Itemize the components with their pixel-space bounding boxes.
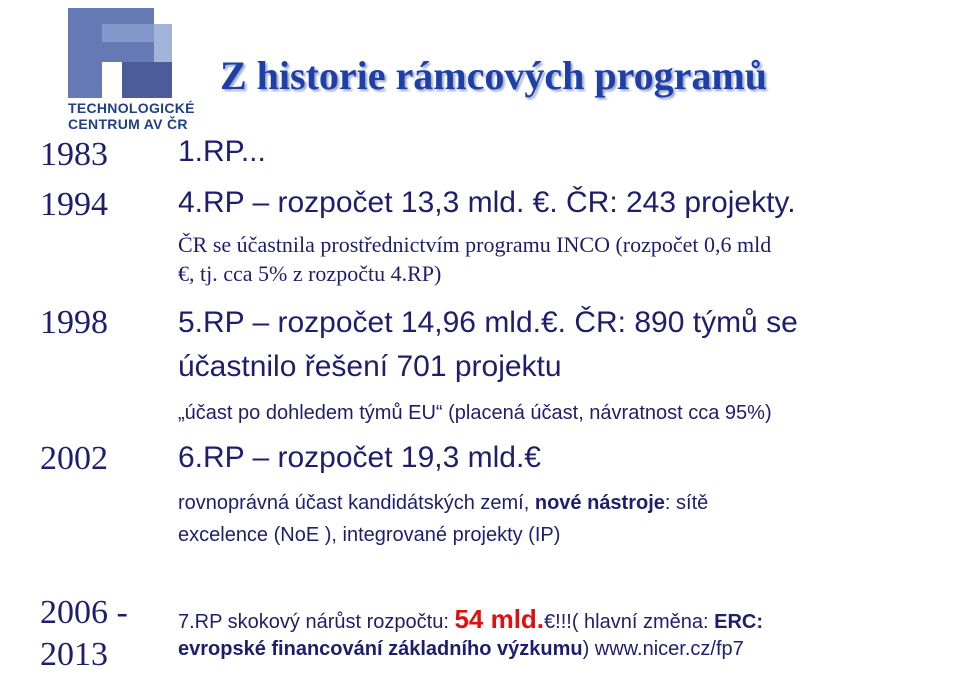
rp6-sub-2: excelence (NoE ), integrované projekty (IP) [178,524,561,546]
rp4-sub-2: €, tj. cca 5% z rozpočtu 4.RP) [178,261,442,286]
year-1994: 1994 [40,186,108,223]
rp6-main: 6.RP – rozpočet 19,3 mld.€ [178,441,541,474]
rp6-sub-1-c: : sítě [664,492,709,514]
rp7-l1-c: €!!!( hlavní změna: [544,611,715,633]
logo-mark-icon [62,2,192,102]
rp7-l2-a: evropské financování základního výzkumu [178,638,583,660]
year-1998: 1998 [40,304,108,341]
rp5-main-1: 5.RP – rozpočet 14,96 mld.€. ČR: 890 týmů se [178,306,798,339]
rp4-sub-1: ČR se účastnila prostřednictvím programu INCO (rozpočet 0,6 mld [178,232,772,257]
logo-line-1: TECHNOLOGICKÉ [68,100,195,116]
rp7-budget: 54 mld. [454,604,545,634]
rp6-sub-1-a: rovnoprávná účast kandidátských zemí, [178,492,535,514]
rp7-line-1 [178,604,763,635]
page-title: Z historie rámcových programů [220,53,767,98]
rp6-sub-1 [178,492,708,515]
logo-line-2: CENTRUM AV ČR [68,116,188,132]
rp6-new-tools: nové nástroje [534,492,665,514]
year-1983: 1983 [40,136,108,173]
logo [62,2,195,142]
rp7-l2-b: ) www.nicer.cz/fp7 [582,638,744,660]
year-2013: 2013 [40,636,108,673]
logo-text [68,100,195,132]
year-2006: 2006 - [40,594,128,631]
year-2002: 2002 [40,440,108,477]
rp7-erc: ERC: [714,611,763,633]
rp7-line-2 [178,638,744,661]
rp5-sub: „účast po dohledem týmů EU“ (placená účast, návratnost cca 95%) [178,402,772,424]
rp4-main: 4.RP – rozpočet 13,3 mld. €. ČR: 243 projekty. [178,186,796,219]
rp7-l1-a: 7.RP skokový nárůst rozpočtu: [178,611,455,633]
rp1-text: 1.RP... [178,135,266,168]
rp5-main-2: účastnilo řešení 701 projektu [178,350,562,383]
